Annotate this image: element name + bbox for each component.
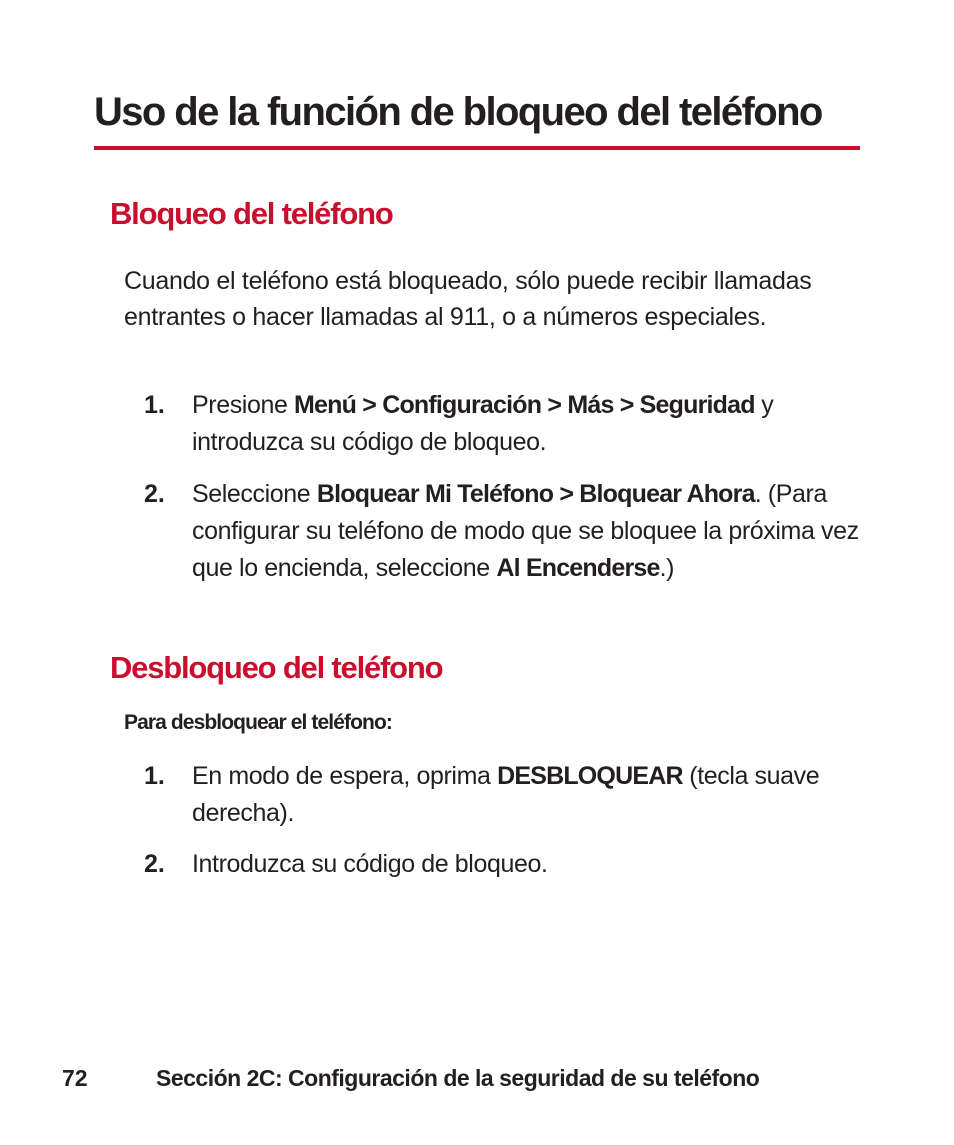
step-number: 1. bbox=[144, 391, 165, 419]
menu-separator: > bbox=[541, 391, 568, 419]
page-number: 72 bbox=[62, 1065, 88, 1091]
step-text-segment: Introduzca su código de bloqueo. bbox=[192, 850, 548, 878]
step-number: 2. bbox=[144, 480, 165, 508]
step-text-segment: .) bbox=[659, 554, 675, 582]
step-text-segment: y introduzca su código de bloqueo. bbox=[192, 391, 774, 456]
menu-term: Más bbox=[567, 391, 614, 419]
menu-term: Bloquear Ahora bbox=[579, 480, 755, 508]
menu-term: Bloquear Mi Teléfono bbox=[316, 480, 554, 508]
key-term: DESBLOQUEAR bbox=[497, 762, 683, 790]
footer-section-title: Sección 2C: Configuración de la seguridad de su teléfono bbox=[156, 1065, 760, 1091]
step-text bbox=[192, 387, 862, 461]
menu-term: Configuración bbox=[382, 391, 542, 419]
step-text bbox=[192, 758, 862, 832]
lock-intro-paragraph: Cuando el teléfono está bloqueado, sólo puede recibir llamadas entrantes o hacer llamadas al 911, o a números especiales. bbox=[124, 267, 812, 331]
section-heading-lock: Bloqueo del teléfono bbox=[110, 196, 393, 231]
step-text bbox=[192, 476, 862, 587]
section-heading-unlock: Desbloqueo del teléfono bbox=[110, 650, 443, 685]
step-text-segment: Seleccione bbox=[192, 480, 317, 508]
step-text bbox=[192, 846, 862, 883]
menu-separator: > bbox=[356, 391, 383, 419]
menu-separator: > bbox=[553, 480, 580, 508]
step-text-segment: En modo de espera, oprima bbox=[192, 762, 498, 790]
step-number: 1. bbox=[144, 762, 165, 790]
step-number: 2. bbox=[144, 850, 165, 878]
menu-term: Al Encenderse bbox=[496, 554, 660, 582]
step-text-segment: (tecla suave derecha). bbox=[192, 762, 820, 827]
step-text-segment: Presione bbox=[192, 391, 295, 419]
menu-term: Menú bbox=[294, 391, 357, 419]
menu-separator: > bbox=[613, 391, 640, 419]
title-rule bbox=[94, 146, 860, 150]
step-text-segment: . (Para configurar su teléfono de modo que se bloquee la próxima vez que lo encienda, seleccione bbox=[192, 480, 859, 582]
unlock-subheading: Para desbloquear el teléfono: bbox=[124, 711, 392, 734]
menu-term: Seguridad bbox=[639, 391, 755, 419]
page-title: Uso de la función de bloqueo del teléfono bbox=[94, 90, 822, 134]
